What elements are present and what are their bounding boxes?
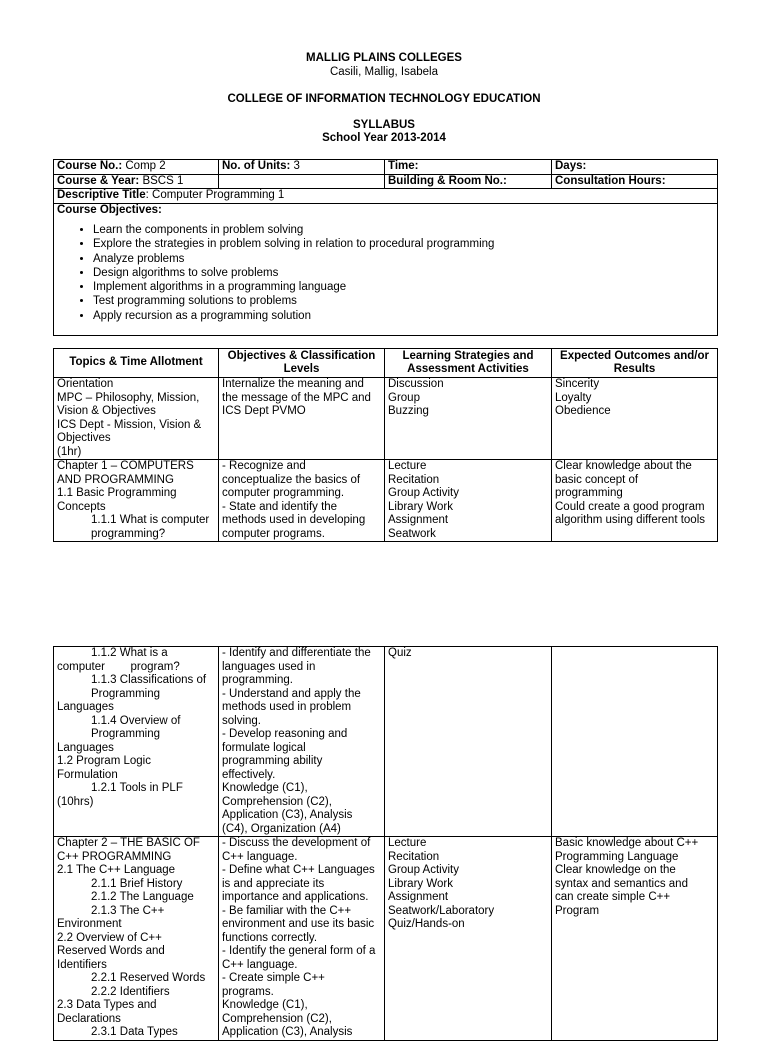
table-row <box>54 378 718 460</box>
document-title: SYLLABUS <box>353 119 415 131</box>
consultation-hours-cell: Consultation Hours: <box>552 174 718 189</box>
course-objectives-list <box>57 223 714 323</box>
chapter1-topics: Chapter 1 – COMPUTERS AND PROGRAMMING 1.1 Basic Programming Concepts 1.1.1 What is computer programming? <box>54 460 219 542</box>
building-room-cell: Building & Room No.: <box>385 174 552 189</box>
list-item: • Design algorithms to solve problems <box>93 266 714 280</box>
descriptive-title-cell: Descriptive Title: Computer Programming 1 <box>54 189 718 204</box>
list-item: • Apply recursion as a programming solution <box>93 309 714 323</box>
chapter2-outcomes: Basic knowledge about C++ Programming Language Clear knowledge on the syntax and semantics and can create simple C++ Program <box>552 837 718 1041</box>
table-row <box>54 647 718 837</box>
column-header-outcomes: Expected Outcomes and/or Results <box>552 349 718 378</box>
course-info-table <box>53 159 718 336</box>
chapter1-cont-topics: 1.1.2 What is a computer program? 1.1.3 Classifications of Programming Languages 1.1.4 Overview of Programming Languages 1.2 Program Logic Formulation 1.2.1 Tools in PLF (10hrs) <box>54 647 219 837</box>
chapter1-cont-objectives: - Identify and differentiate the languages used in programming. - Understand and apply the methods used in problem solving. - Develop reasoning and formulate logical programming ability effectively. Knowledge (C1), Comprehension (C2), Application (C3), Analysis (C4), Organization (A4) <box>219 647 385 837</box>
course-objectives-cell <box>54 203 718 335</box>
days-cell: Days: <box>552 160 718 175</box>
chapter2-strategies: Lecture Recitation Group Activity Library Work Assignment Seatwork/Laboratory Quiz/Hands-on <box>385 837 552 1041</box>
course-year-cell: Course & Year: BSCS 1 <box>54 174 219 189</box>
syllabus-table-continued <box>53 646 718 1041</box>
units-cell: No. of Units: 3 <box>219 160 385 175</box>
column-header-objectives: Objectives & Classification Levels <box>219 349 385 378</box>
school-year: School Year 2013-2014 <box>322 132 446 144</box>
time-cell: Time: <box>385 160 552 175</box>
chapter2-topics: Chapter 2 – THE BASIC OF C++ PROGRAMMING 2.1 The C++ Language 2.1.1 Brief History 2.1.2 The Language 2.1.3 The C++ Environment 2.2 Overview of C++ Reserved Words and Identifiers 2.2.1 Reserved Words 2.2.2 Identifiers 2.3 Data Types and Declarations 2.3.1 Data Types <box>54 837 219 1041</box>
department-name: COLLEGE OF INFORMATION TECHNOLOGY EDUCATION <box>227 93 541 105</box>
syllabus-table <box>53 348 718 542</box>
list-item: • Analyze problems <box>93 252 714 266</box>
course-no-cell: Course No.: Comp 2 <box>54 160 219 175</box>
chapter2-objectives: - Discuss the development of C++ language. - Define what C++ Languages is and appreciate its importance and applications. - Be familiar with the C++ environment and use its basic functions correctly. - Identify the general form of a C++ language. - Create simple C++ programs. Knowledge (C1), Comprehension (C2), Application (C3), Analysis <box>219 837 385 1041</box>
chapter1-objectives: - Recognize and conceptualize the basics of computer programming. - State and identify the methods used in developing computer programs. <box>219 460 385 542</box>
column-header-topics: Topics & Time Allotment <box>54 349 219 378</box>
table-row <box>54 837 718 1041</box>
column-header-strategies: Learning Strategies and Assessment Activities <box>385 349 552 378</box>
chapter1-cont-strategies: Quiz <box>385 647 552 837</box>
list-item: • Learn the components in problem solving <box>93 223 714 237</box>
chapter1-outcomes: Clear knowledge about the basic concept of programming Could create a good program algorithm using different tools <box>552 460 718 542</box>
list-item: • Test programming solutions to problems <box>93 294 714 308</box>
course-objectives-label: Course Objectives: <box>57 203 162 216</box>
chapter1-cont-outcomes <box>552 647 718 837</box>
college-name: MALLIG PLAINS COLLEGES <box>306 52 462 64</box>
orientation-objectives: Internalize the meaning and the message of the MPC and ICS Dept PVMO <box>219 378 385 460</box>
orientation-strategies: Discussion Group Buzzing <box>385 378 552 460</box>
orientation-outcomes: Sincerity Loyalty Obedience <box>552 378 718 460</box>
list-item: • Implement algorithms in a programming language <box>93 280 714 294</box>
table-row <box>54 460 718 542</box>
college-address: Casili, Mallig, Isabela <box>329 66 438 78</box>
orientation-topics: Orientation MPC – Philosophy, Mission, Vision & Objectives ICS Dept - Mission, Vision & Objectives (1hr) <box>54 378 219 460</box>
list-item: • Explore the strategies in problem solving in relation to procedural programming <box>93 237 714 251</box>
chapter1-strategies: Lecture Recitation Group Activity Library Work Assignment Seatwork <box>385 460 552 542</box>
